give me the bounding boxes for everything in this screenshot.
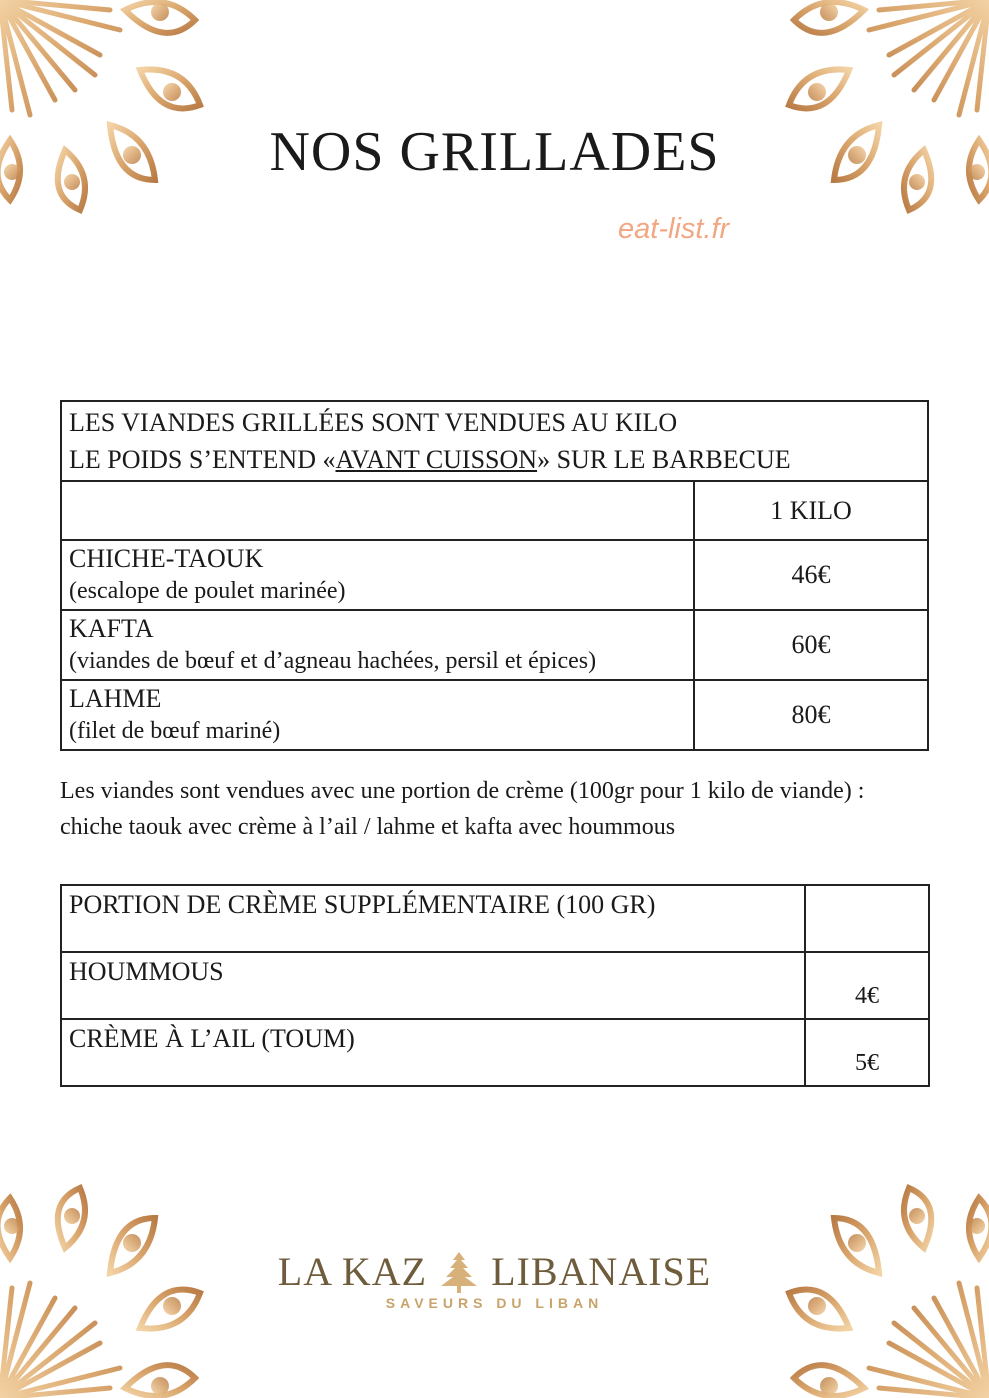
item-price: 60€ [694, 610, 928, 680]
item-name: CRÈME À L’AIL (TOUM) [61, 1019, 805, 1086]
item-description: (escalope de poulet marinée) [69, 578, 346, 604]
brand-name-right: LIBANAISE [491, 1249, 712, 1294]
table-row [61, 680, 928, 750]
table-row [61, 1019, 929, 1086]
table-row [61, 540, 928, 610]
brand-tagline: SAVEURS DU LIBAN [385, 1295, 604, 1311]
serving-note: Les viandes sont vendues avec une portion de crème (100gr pour 1 kilo de viande) : chiche taouk avec crème à l’ail / lahme et kafta avec hoummous [60, 778, 865, 840]
cream-price-table [60, 884, 930, 1087]
item-price: 80€ [694, 680, 928, 750]
watermark: eat-list.fr [618, 213, 730, 245]
empty-cell [805, 885, 929, 952]
underlined-text: AVANT CUISSON [335, 445, 538, 474]
item-name: HOUMMOUS [61, 952, 805, 1019]
cream-table-header: PORTION DE CRÈME SUPPLÉMENTAIRE (100 GR) [61, 885, 805, 952]
page-title: NOS GRILLADES [269, 121, 720, 183]
item-price: 5€ [805, 1019, 929, 1086]
table-row [61, 610, 928, 680]
empty-cell [61, 481, 694, 540]
item-cell [61, 610, 694, 680]
grill-table-header [61, 401, 928, 481]
table-row [61, 952, 929, 1019]
cedar-tree-icon [435, 1250, 483, 1294]
header-line-2: LE POIDS S’ENTEND «AVANT CUISSON» SUR LE BARBECUE [69, 445, 791, 474]
item-name: LAHME [69, 684, 162, 713]
item-cell [61, 540, 694, 610]
item-description: (filet de bœuf mariné) [69, 718, 281, 744]
item-price: 4€ [805, 952, 929, 1019]
item-price: 46€ [694, 540, 928, 610]
item-description: (viandes de bœuf et d’agneau hachées, persil et épices) [69, 648, 597, 674]
header-line-1: LES VIANDES GRILLÉES SONT VENDUES AU KILO [69, 408, 678, 437]
item-cell [61, 680, 694, 750]
item-name: CHICHE-TAOUK [69, 544, 264, 573]
item-name: KAFTA [69, 614, 154, 643]
brand-name-left: LA KAZ [277, 1249, 428, 1294]
brand-logo [0, 1248, 989, 1311]
grill-price-table [60, 400, 929, 751]
column-label: 1 KILO [694, 481, 928, 540]
